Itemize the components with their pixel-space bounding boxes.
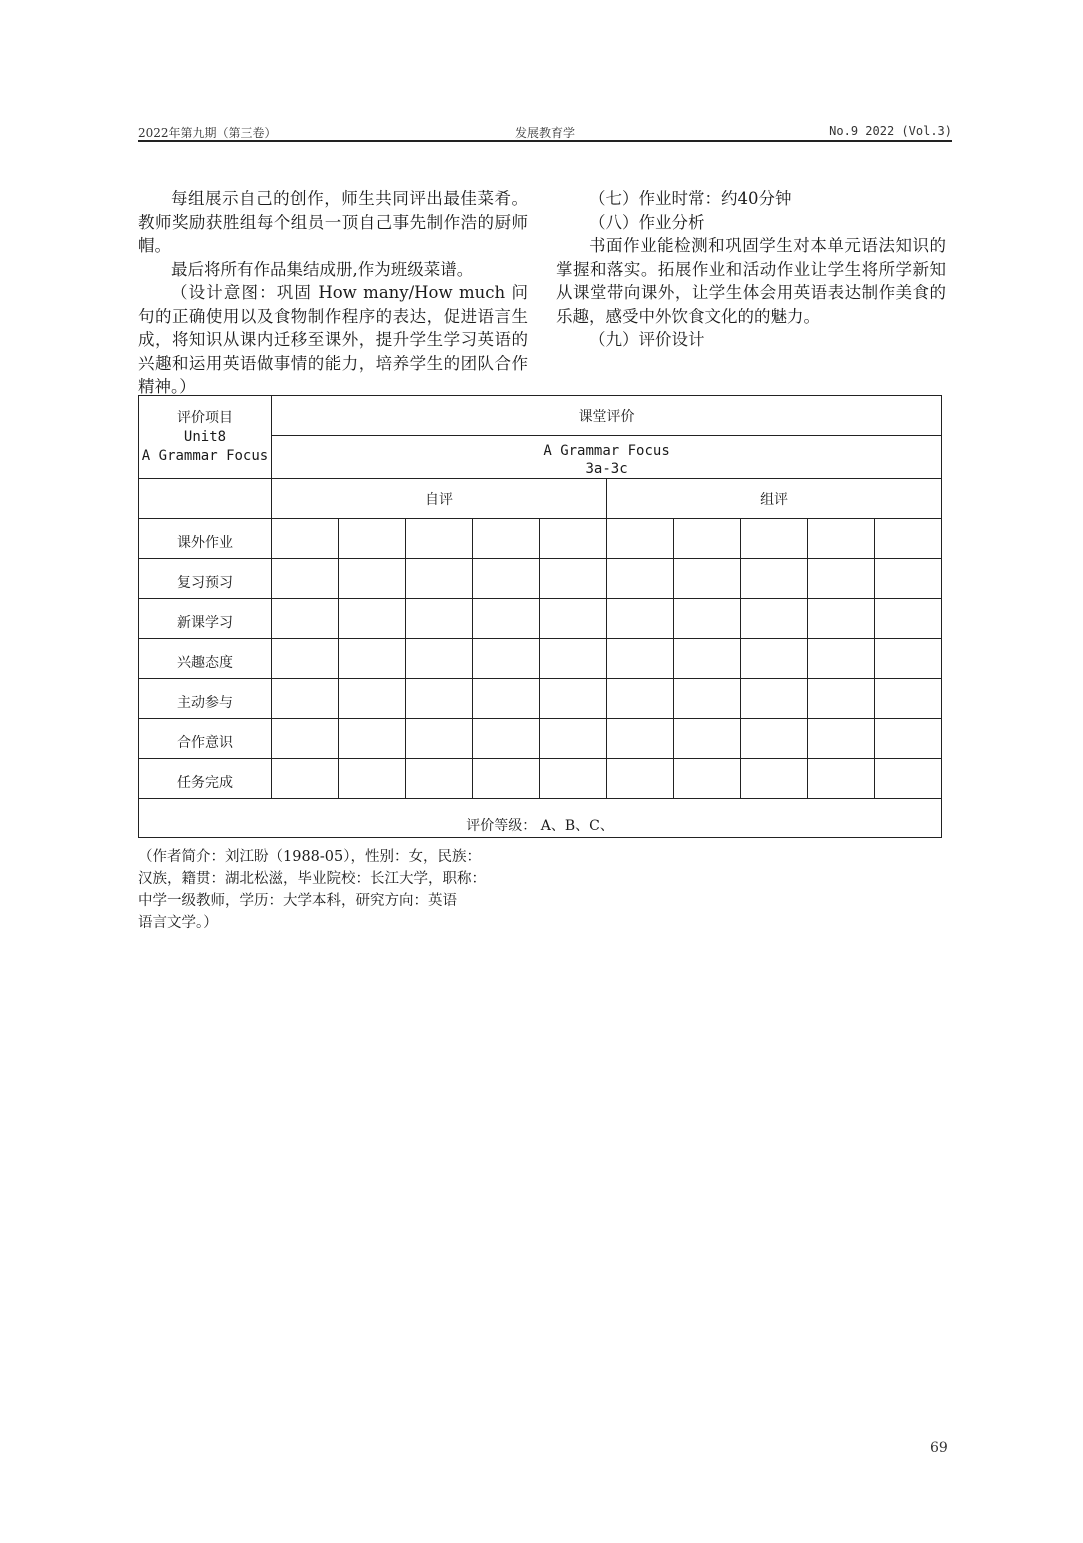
score-cell [808,519,875,559]
right-column [556,187,946,352]
score-cell [473,679,540,719]
score-cell [741,559,808,599]
author-note-line: （作者简介：刘江盼（1988-05），性别：女，民族： [138,849,481,865]
score-cell [406,599,473,639]
score-cell [473,719,540,759]
score-cell [540,599,607,639]
score-cell [540,559,607,599]
score-cell [473,639,540,679]
journal-title: 发展教育学 [514,126,575,140]
score-cell [808,639,875,679]
score-cell [406,719,473,759]
author-note [138,846,530,934]
score-cell [406,759,473,799]
score-cell [808,559,875,599]
score-cell [674,639,741,679]
score-cell [607,759,674,799]
score-cell [272,599,339,639]
focus-header [272,436,942,479]
score-cell [473,519,540,559]
section-heading: （九）评价设计 [589,330,705,349]
score-cell [875,679,942,719]
score-cell [406,679,473,719]
section-heading: （七）作业时常：约40分钟 [589,189,792,208]
score-cell [339,679,406,719]
score-cell [473,559,540,599]
score-cell [674,719,741,759]
score-cell [406,559,473,599]
row-label: 任务完成 [139,759,272,799]
score-cell [674,599,741,639]
score-cell [875,639,942,679]
score-cell [875,559,942,599]
score-cell [607,719,674,759]
evaluation-item-header [139,396,272,479]
evaluation-item-label: 评价项目 [177,409,233,426]
score-cell [674,679,741,719]
score-cell [741,679,808,719]
score-cell [875,599,942,639]
score-cell [741,719,808,759]
score-cell [808,679,875,719]
score-cell [339,759,406,799]
grade-scale-row: 评价等级： A、B、C、 [139,799,942,838]
section-heading: （八）作业分析 [589,212,705,232]
score-cell [272,719,339,759]
score-cell [808,719,875,759]
score-cell [674,759,741,799]
score-cell [272,559,339,599]
score-cell [406,519,473,559]
score-cell [272,679,339,719]
score-cell [607,519,674,559]
score-cell [607,559,674,599]
journal-volume: No.9 2022 (Vol.3) [829,124,952,138]
author-note-line: 中学一级教师，学历：大学本科，研究方向：英语 [138,893,457,909]
score-cell [339,559,406,599]
paragraph: 最后将所有作品集结成册,作为班级菜谱。 [171,259,474,279]
evaluation-table [138,395,942,838]
score-cell [540,519,607,559]
page-number: 69 [930,1440,948,1456]
score-cell [339,639,406,679]
row-label: 兴趣态度 [139,639,272,679]
score-cell [339,719,406,759]
score-cell [674,559,741,599]
score-cell [339,599,406,639]
score-cell [741,639,808,679]
journal-issue: 2022年第九期（第三卷） [138,126,277,140]
group-evaluation-header: 组评 [607,479,942,519]
score-cell [607,639,674,679]
score-cell [540,639,607,679]
row-label: 主动参与 [139,679,272,719]
focus-subtitle: 3a-3c [585,461,628,477]
score-cell [272,639,339,679]
score-cell [473,599,540,639]
score-cell [540,679,607,719]
row-label: 课外作业 [139,519,272,559]
score-cell [674,519,741,559]
score-cell [875,719,942,759]
class-evaluation-header: 课堂评价 [272,396,942,436]
score-cell [808,599,875,639]
score-cell [741,519,808,559]
score-cell [406,639,473,679]
score-cell [607,599,674,639]
paragraph: 每组展示自己的创作，师生共同评出最佳菜肴。教师奖励获胜组每个组员一顶自己事先制作浩的厨师帽。 [138,189,528,255]
score-cell [808,759,875,799]
score-cell [741,759,808,799]
score-cell [540,719,607,759]
grammar-focus-label: A Grammar Focus [141,447,269,464]
row-label: 新课学习 [139,599,272,639]
score-cell [875,759,942,799]
score-cell [607,679,674,719]
author-note-line: 语言文学。） [138,915,218,931]
paragraph: （设计意图：巩固 How many/How much 问句的正确使用以及食物制作程序的表达，促进语言生成，将知识从课内迁移至课外，提升学生学习英语的兴趣和运用英语做事情的能力，培养学生的团队合作精神。） [138,283,528,396]
self-evaluation-header: 自评 [272,479,607,519]
left-column [138,187,528,399]
focus-title: A Grammar Focus [543,443,670,459]
empty-cell [139,479,272,519]
score-cell [272,519,339,559]
header-rule [138,140,952,142]
author-note-line: 汉族，籍贯：湖北松滋，毕业院校：长江大学，职称： [138,871,486,887]
unit-label: Unit8 [183,428,227,445]
row-label: 复习预习 [139,559,272,599]
score-cell [473,759,540,799]
score-cell [741,599,808,639]
paragraph: 书面作业能检测和巩固学生对本单元语法知识的掌握和落实。拓展作业和活动作业让学生将所学新知从课堂带向课外，让学生体会用英语表达制作美食的乐趣，感受中外饮食文化的的魅力。 [556,236,946,326]
score-cell [875,519,942,559]
row-label: 合作意识 [139,719,272,759]
score-cell [272,759,339,799]
score-cell [540,759,607,799]
score-cell [339,519,406,559]
